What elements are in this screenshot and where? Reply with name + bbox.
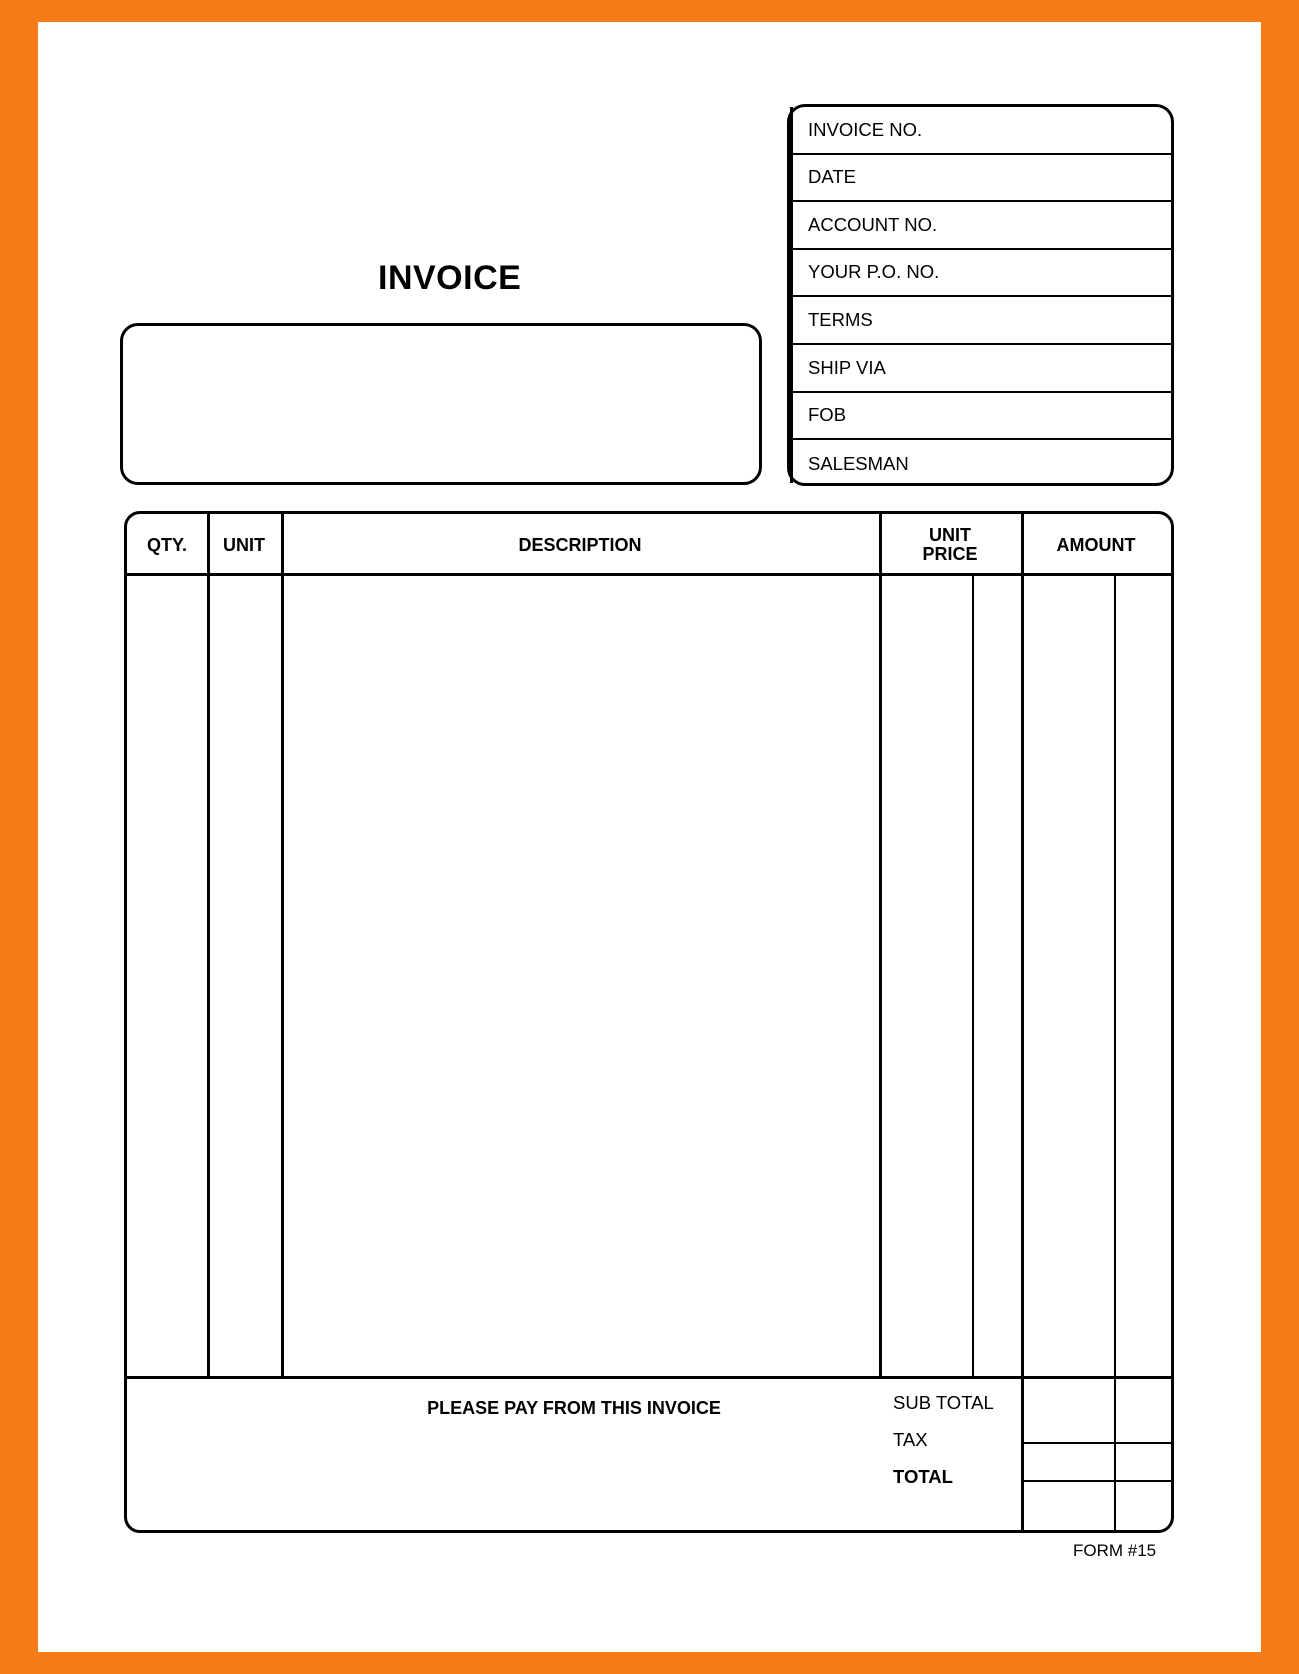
meta-label-ship-via: SHIP VIA [808,356,886,378]
items-table [124,511,1174,1533]
rule-amount-split [1114,576,1116,1530]
page-title: INVOICE [378,259,522,297]
rule-footer-amount-2 [1021,1480,1174,1482]
column-header-unit-price-line1: UNIT [929,525,971,546]
column-header-unit-price [879,514,1021,576]
column-header-unit-price-line2: PRICE [922,544,978,564]
meta-label-date: DATE [808,166,856,188]
rule-qty-unit [207,514,210,1376]
meta-label-salesman: SALESMAN [808,452,909,474]
invoice-meta-box [787,104,1174,486]
meta-label-po-no: YOUR P.O. NO. [808,261,940,283]
meta-label-fob: FOB [808,404,847,426]
meta-label-account-no: ACCOUNT NO. [808,213,938,235]
rule-description-unitprice [879,514,882,1376]
meta-row-account-no[interactable] [790,202,1171,250]
rule-footer-amount-1 [1021,1442,1174,1444]
total-label-tax: TAX [893,1429,928,1450]
meta-row-po-no[interactable] [790,250,1171,298]
pay-note: PLEASE PAY FROM THIS INVOICE [427,1398,721,1418]
rule-unit-description [281,514,284,1376]
column-header-qty: QTY. [146,534,187,555]
meta-row-date[interactable] [790,155,1171,203]
invoice-page [38,22,1261,1652]
total-label-total: TOTAL [893,1466,953,1487]
rule-body-footer [127,1376,1171,1379]
column-header-description: DESCRIPTION [518,534,642,555]
rule-unitprice-split [972,576,974,1376]
meta-row-salesman[interactable] [790,440,1171,486]
meta-row-invoice-no[interactable] [790,107,1171,155]
meta-label-terms: TERMS [808,308,873,330]
bill-to-box[interactable] [120,323,762,485]
total-label-sub-total: SUB TOTAL [893,1392,994,1413]
meta-label-invoice-no: INVOICE NO. [808,118,923,140]
column-header-amount: AMOUNT [1056,534,1136,555]
meta-row-ship-via[interactable] [790,345,1171,393]
meta-row-fob[interactable] [790,393,1171,441]
meta-row-terms[interactable] [790,297,1171,345]
column-header-unit: UNIT [223,534,265,555]
form-number: FORM #15 [1073,1541,1157,1560]
meta-box-left-rule [790,107,793,483]
